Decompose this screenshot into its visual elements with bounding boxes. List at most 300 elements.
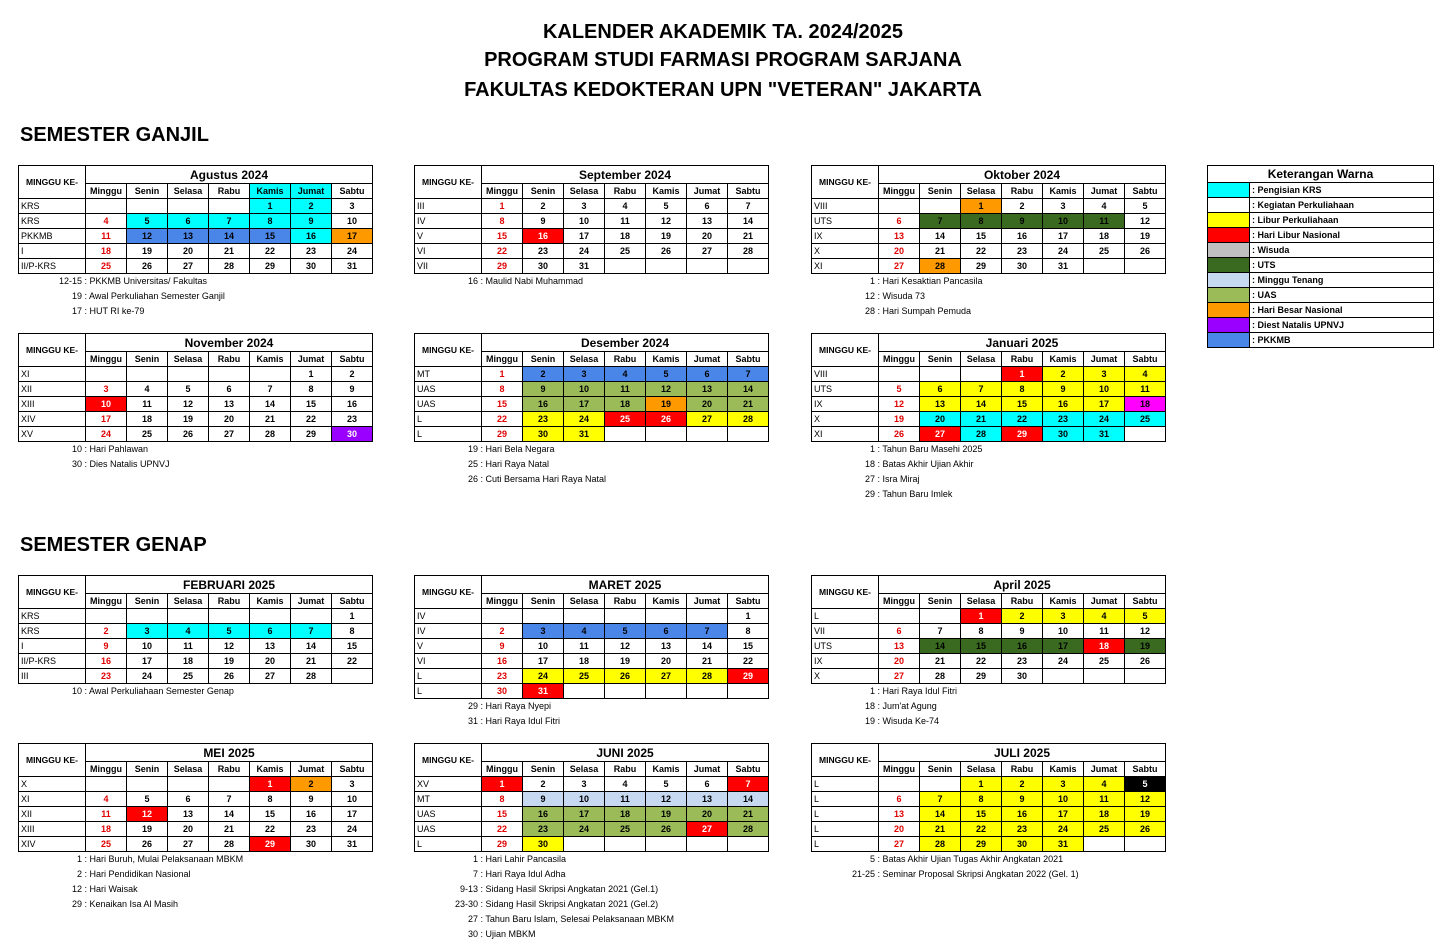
date-cell: 7 — [209, 792, 250, 807]
note-text: : Hari Pendidikan Nasional — [82, 869, 191, 879]
date-cell: 13 — [879, 639, 920, 654]
date-cell: 10 — [86, 397, 127, 412]
date-cell: 27 — [879, 837, 920, 852]
legend-item — [1208, 243, 1434, 258]
date-cell: 7 — [728, 367, 769, 382]
date-cell: 2 — [1002, 777, 1043, 792]
date-cell: 11 — [127, 397, 168, 412]
day-name: Selasa — [961, 762, 1002, 777]
date-cell: 5 — [646, 367, 687, 382]
date-cell: 8 — [482, 214, 523, 229]
date-cell: 14 — [209, 229, 250, 244]
date-cell: 4 — [605, 777, 646, 792]
note-text: : Hari Pahlawan — [82, 444, 149, 454]
week-label: X — [19, 777, 86, 792]
date-cell: 6 — [687, 367, 728, 382]
date-cell: 23 — [1043, 412, 1084, 427]
date-cell: 8 — [961, 214, 1002, 229]
day-name: Minggu — [86, 762, 127, 777]
date-cell: 6 — [879, 624, 920, 639]
note-item — [434, 699, 560, 714]
date-cell: 8 — [250, 792, 291, 807]
date-cell: 26 — [168, 427, 209, 442]
date-cell: 27 — [168, 259, 209, 274]
week-label: X — [812, 669, 879, 684]
date-cell — [1084, 259, 1125, 274]
week-row — [415, 214, 769, 229]
date-cell: 9 — [86, 639, 127, 654]
title-line-1: KALENDER AKADEMIK TA. 2024/2025 — [542, 21, 904, 43]
note-text: : Hari Raya Nyepi — [478, 701, 552, 711]
date-cell: 11 — [605, 214, 646, 229]
date-cell: 8 — [482, 792, 523, 807]
note-item — [434, 852, 674, 867]
legend-label: : Kegiatan Perkuliahaan — [1250, 198, 1434, 213]
date-cell: 2 — [523, 199, 564, 214]
note-item — [434, 897, 674, 912]
note-text: : Hari Lahir Pancasila — [478, 854, 567, 864]
date-cell: 16 — [1043, 397, 1084, 412]
week-row — [812, 777, 1166, 792]
date-cell: 22 — [482, 822, 523, 837]
note-text: : Jum'at Agung — [875, 701, 937, 711]
date-cell: 25 — [168, 669, 209, 684]
date-cell: 8 — [961, 624, 1002, 639]
month-title: Agustus 2024 — [86, 166, 373, 184]
calendar-notes — [434, 852, 674, 942]
date-cell: 11 — [605, 382, 646, 397]
date-cell — [605, 609, 646, 624]
date-cell — [482, 609, 523, 624]
date-cell: 30 — [1002, 837, 1043, 852]
note-item — [831, 867, 1079, 882]
date-cell: 1 — [250, 777, 291, 792]
date-cell — [646, 837, 687, 852]
week-label: II/P-KRS — [19, 259, 86, 274]
day-name: Jumat — [687, 594, 728, 609]
week-label: UAS — [415, 822, 482, 837]
note-text: : Tahun Baru Masehi 2025 — [875, 444, 983, 454]
legend-swatch — [1208, 198, 1250, 213]
date-cell: 22 — [482, 412, 523, 427]
legend-item — [1208, 288, 1434, 303]
date-cell — [1043, 669, 1084, 684]
day-name: Rabu — [605, 352, 646, 367]
date-cell: 28 — [209, 837, 250, 852]
date-cell: 13 — [920, 397, 961, 412]
week-label: XIII — [19, 822, 86, 837]
date-cell: 1 — [961, 609, 1002, 624]
date-cell: 31 — [332, 837, 373, 852]
date-cell: 25 — [86, 837, 127, 852]
note-text: : Kenaikan Isa Al Masih — [82, 899, 179, 909]
date-cell: 6 — [879, 792, 920, 807]
date-cell: 1 — [728, 609, 769, 624]
day-name: Senin — [127, 594, 168, 609]
calendar-3 — [18, 333, 373, 442]
date-cell: 16 — [291, 229, 332, 244]
day-name: Sabtu — [332, 762, 373, 777]
date-cell: 7 — [920, 214, 961, 229]
date-cell: 12 — [127, 229, 168, 244]
date-cell: 31 — [1043, 837, 1084, 852]
week-label: VII — [812, 624, 879, 639]
date-cell: 15 — [961, 639, 1002, 654]
date-cell: 5 — [1125, 199, 1166, 214]
day-name: Selasa — [168, 352, 209, 367]
date-cell: 6 — [687, 777, 728, 792]
day-name: Sabtu — [332, 352, 373, 367]
date-cell: 14 — [920, 807, 961, 822]
date-cell: 18 — [127, 412, 168, 427]
date-cell: 21 — [920, 244, 961, 259]
date-cell: 26 — [1125, 822, 1166, 837]
note-item — [831, 274, 983, 289]
date-cell — [879, 609, 920, 624]
date-cell: 29 — [961, 669, 1002, 684]
note-text: : Hari Buruh, Mulai Pelaksanaan MBKM — [82, 854, 244, 864]
date-cell — [86, 777, 127, 792]
legend-swatch — [1208, 288, 1250, 303]
date-cell: 9 — [332, 382, 373, 397]
date-cell: 15 — [961, 807, 1002, 822]
date-cell: 13 — [250, 639, 291, 654]
legend-label: : PKKMB — [1250, 333, 1434, 348]
note-date: 30 — [71, 459, 82, 469]
week-label: XIV — [19, 837, 86, 852]
date-cell: 17 — [1043, 229, 1084, 244]
date-cell: 7 — [250, 382, 291, 397]
date-cell: 17 — [1043, 807, 1084, 822]
date-cell: 22 — [728, 654, 769, 669]
date-cell: 10 — [1084, 382, 1125, 397]
date-cell: 22 — [291, 412, 332, 427]
day-name: Minggu — [879, 594, 920, 609]
date-cell: 7 — [961, 382, 1002, 397]
week-row — [415, 427, 769, 442]
week-label: IX — [812, 654, 879, 669]
week-row — [19, 397, 373, 412]
week-row — [415, 669, 769, 684]
date-cell: 30 — [291, 259, 332, 274]
week-label: IX — [812, 229, 879, 244]
date-cell: 10 — [1043, 792, 1084, 807]
week-label: XII — [19, 807, 86, 822]
date-cell: 18 — [1125, 397, 1166, 412]
date-cell: 25 — [127, 427, 168, 442]
date-cell: 11 — [1125, 382, 1166, 397]
date-cell: 9 — [523, 214, 564, 229]
note-text: : Batas Akhir Ujian Akhir — [875, 459, 974, 469]
day-name: Rabu — [605, 594, 646, 609]
legend-label: : Minggu Tenang — [1250, 273, 1434, 288]
date-cell: 6 — [920, 382, 961, 397]
calendar-7 — [414, 575, 769, 699]
date-cell: 26 — [127, 837, 168, 852]
date-cell — [879, 777, 920, 792]
week-label: XI — [812, 259, 879, 274]
day-name: Jumat — [687, 762, 728, 777]
note-item — [38, 867, 243, 882]
date-cell: 4 — [1084, 199, 1125, 214]
calendar-notes — [434, 699, 560, 729]
week-row — [19, 837, 373, 852]
date-cell: 2 — [332, 367, 373, 382]
legend-item — [1208, 258, 1434, 273]
day-name: Sabtu — [728, 352, 769, 367]
date-cell: 21 — [728, 397, 769, 412]
date-cell: 1 — [961, 199, 1002, 214]
date-cell: 3 — [564, 199, 605, 214]
day-name: Rabu — [209, 184, 250, 199]
date-cell: 26 — [1125, 244, 1166, 259]
legend-label: : UAS — [1250, 288, 1434, 303]
note-date: 1 — [869, 276, 875, 286]
date-cell — [687, 684, 728, 699]
day-name: Jumat — [687, 352, 728, 367]
date-cell: 19 — [168, 412, 209, 427]
note-text: : Tahun Baru Islam, Selesai Pelaksanaan MBKM — [478, 914, 674, 924]
day-name: Kamis — [1043, 594, 1084, 609]
day-name: Senin — [127, 184, 168, 199]
note-date: 17 — [71, 306, 82, 316]
note-item — [434, 912, 674, 927]
legend-swatch — [1208, 318, 1250, 333]
day-name: Selasa — [564, 594, 605, 609]
date-cell — [1125, 669, 1166, 684]
date-cell: 8 — [1002, 382, 1043, 397]
month-title: MEI 2025 — [86, 744, 373, 762]
date-cell: 4 — [564, 624, 605, 639]
title-line-3: FAKULTAS KEDOKTERAN UPN "VETERAN" JAKARTA — [464, 79, 982, 101]
date-cell: 14 — [728, 214, 769, 229]
week-label: KRS — [19, 199, 86, 214]
date-cell — [250, 609, 291, 624]
date-cell: 10 — [332, 214, 373, 229]
date-cell — [646, 259, 687, 274]
week-row — [415, 777, 769, 792]
week-row — [812, 382, 1166, 397]
week-row — [415, 792, 769, 807]
note-date: 29 — [71, 899, 82, 909]
date-cell — [209, 199, 250, 214]
note-text: : PKKMB Universitas/ Fakultas — [82, 276, 208, 286]
note-date: 19 — [864, 716, 875, 726]
day-name: Rabu — [1002, 594, 1043, 609]
date-cell: 19 — [1125, 639, 1166, 654]
date-cell — [605, 259, 646, 274]
note-text: : Awal Perkuliahan Semester Ganjil — [82, 291, 225, 301]
date-cell: 3 — [564, 367, 605, 382]
date-cell: 15 — [482, 807, 523, 822]
legend-label: : Wisuda — [1250, 243, 1434, 258]
date-cell: 18 — [1084, 807, 1125, 822]
week-row — [812, 199, 1166, 214]
date-cell — [1125, 259, 1166, 274]
date-cell: 31 — [564, 259, 605, 274]
minggu-ke-header: MINGGU KE- — [19, 744, 86, 777]
date-cell: 12 — [646, 382, 687, 397]
date-cell: 23 — [1002, 822, 1043, 837]
day-name: Rabu — [209, 762, 250, 777]
minggu-ke-header: MINGGU KE- — [812, 166, 879, 199]
day-name: Jumat — [1084, 762, 1125, 777]
date-cell: 29 — [482, 837, 523, 852]
date-cell: 8 — [961, 792, 1002, 807]
date-cell: 20 — [250, 654, 291, 669]
note-text: : Hari Bela Negara — [478, 444, 555, 454]
week-label: L — [812, 822, 879, 837]
day-name: Senin — [920, 352, 961, 367]
legend-label: : Pengisian KRS — [1250, 183, 1434, 198]
note-date: 27 — [864, 474, 875, 484]
date-cell — [127, 199, 168, 214]
date-cell: 16 — [523, 807, 564, 822]
week-row — [19, 792, 373, 807]
date-cell: 7 — [291, 624, 332, 639]
date-cell: 30 — [523, 837, 564, 852]
date-cell: 10 — [564, 382, 605, 397]
note-item — [38, 304, 225, 319]
date-cell: 2 — [1002, 199, 1043, 214]
legend-swatch — [1208, 333, 1250, 348]
week-row — [415, 382, 769, 397]
date-cell: 26 — [646, 412, 687, 427]
day-name: Senin — [920, 184, 961, 199]
date-cell: 24 — [332, 244, 373, 259]
day-name: Rabu — [1002, 352, 1043, 367]
week-row — [19, 199, 373, 214]
week-label: UTS — [812, 214, 879, 229]
week-label: X — [812, 244, 879, 259]
week-row — [19, 654, 373, 669]
date-cell: 5 — [1125, 609, 1166, 624]
date-cell: 9 — [291, 214, 332, 229]
date-cell: 25 — [1084, 654, 1125, 669]
date-cell: 18 — [605, 807, 646, 822]
day-name: Minggu — [86, 184, 127, 199]
date-cell — [920, 367, 961, 382]
date-cell: 9 — [1043, 382, 1084, 397]
date-cell: 4 — [127, 382, 168, 397]
legend — [1207, 165, 1434, 348]
week-label: II/P-KRS — [19, 654, 86, 669]
legend-swatch — [1208, 243, 1250, 258]
calendar-notes — [831, 852, 1079, 882]
date-cell: 4 — [605, 367, 646, 382]
date-cell: 6 — [687, 199, 728, 214]
day-name: Selasa — [961, 184, 1002, 199]
week-row — [19, 639, 373, 654]
date-cell: 20 — [879, 654, 920, 669]
note-item — [434, 882, 674, 897]
date-cell — [291, 609, 332, 624]
date-cell: 19 — [209, 654, 250, 669]
date-cell: 25 — [605, 412, 646, 427]
week-row — [415, 639, 769, 654]
note-item — [831, 457, 982, 472]
date-cell: 5 — [646, 777, 687, 792]
week-row — [19, 822, 373, 837]
day-name: Minggu — [86, 352, 127, 367]
date-cell: 30 — [523, 427, 564, 442]
date-cell: 11 — [605, 792, 646, 807]
date-cell: 7 — [920, 792, 961, 807]
date-cell — [728, 427, 769, 442]
note-date: 12 — [864, 291, 875, 301]
week-label: IX — [812, 397, 879, 412]
date-cell: 9 — [291, 792, 332, 807]
date-cell: 15 — [250, 807, 291, 822]
date-cell: 7 — [920, 624, 961, 639]
date-cell: 26 — [605, 669, 646, 684]
note-date: 1 — [869, 444, 875, 454]
week-row — [415, 624, 769, 639]
date-cell: 19 — [1125, 807, 1166, 822]
date-cell: 30 — [1002, 259, 1043, 274]
day-name: Selasa — [168, 184, 209, 199]
date-cell: 3 — [523, 624, 564, 639]
calendar-8 — [811, 575, 1166, 684]
date-cell: 23 — [291, 822, 332, 837]
week-row — [19, 367, 373, 382]
date-cell: 13 — [209, 397, 250, 412]
month-title: JULI 2025 — [879, 744, 1166, 762]
date-cell: 14 — [920, 639, 961, 654]
week-row — [812, 822, 1166, 837]
week-label: KRS — [19, 609, 86, 624]
date-cell: 9 — [1002, 214, 1043, 229]
week-label: IV — [415, 624, 482, 639]
note-text: : Wisuda Ke-74 — [875, 716, 940, 726]
date-cell: 27 — [687, 412, 728, 427]
date-cell: 30 — [523, 259, 564, 274]
date-cell: 22 — [482, 244, 523, 259]
date-cell: 2 — [1002, 609, 1043, 624]
minggu-ke-header: MINGGU KE- — [415, 576, 482, 609]
date-cell: 1 — [1002, 367, 1043, 382]
day-name: Kamis — [250, 762, 291, 777]
date-cell: 4 — [86, 214, 127, 229]
week-row — [19, 259, 373, 274]
note-item — [434, 714, 560, 729]
note-date: 25 — [467, 459, 478, 469]
date-cell — [728, 259, 769, 274]
date-cell: 8 — [728, 624, 769, 639]
legend-label: : Hari Libur Nasional — [1250, 228, 1434, 243]
note-date: 7 — [472, 869, 478, 879]
date-cell: 23 — [523, 822, 564, 837]
week-label: L — [812, 792, 879, 807]
date-cell — [209, 609, 250, 624]
month-title: September 2024 — [482, 166, 769, 184]
day-name: Senin — [920, 594, 961, 609]
date-cell: 11 — [86, 807, 127, 822]
date-cell: 15 — [482, 229, 523, 244]
week-row — [812, 427, 1166, 442]
week-row — [812, 229, 1166, 244]
day-name: Kamis — [1043, 184, 1084, 199]
day-name: Selasa — [168, 762, 209, 777]
date-cell: 8 — [332, 624, 373, 639]
note-text: : Cuti Bersama Hari Raya Natal — [478, 474, 607, 484]
date-cell: 27 — [168, 837, 209, 852]
week-row — [415, 199, 769, 214]
date-cell: 11 — [1084, 624, 1125, 639]
date-cell — [127, 367, 168, 382]
date-cell: 12 — [605, 639, 646, 654]
week-row — [19, 777, 373, 792]
